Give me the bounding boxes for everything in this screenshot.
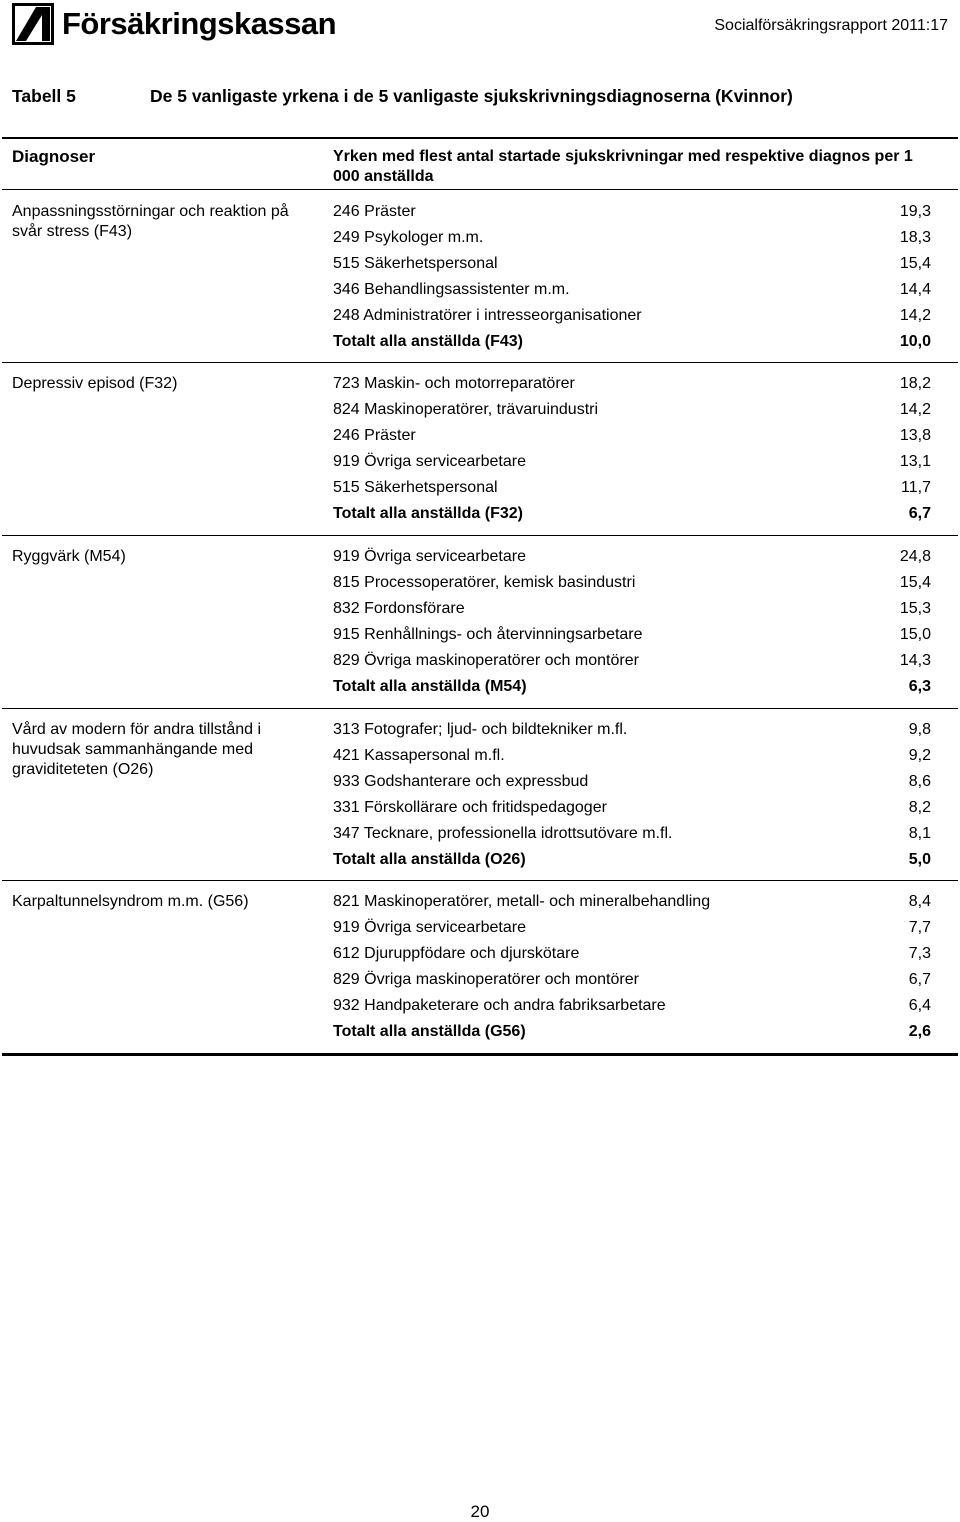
occupation-name: 248 Administratörer i intresseorganisationer — [333, 307, 642, 324]
page-number: 20 — [470, 1502, 490, 1521]
occupation-name: 933 Godshanterare och expressbud — [333, 773, 589, 790]
occupation-value: 7,3 — [908, 945, 931, 962]
occupation-value: 15,3 — [899, 600, 931, 617]
occupation-name: 246 Präster — [333, 203, 416, 220]
page-header — [0, 0, 960, 52]
occupation-name: 723 Maskin- och motorreparatörer — [333, 375, 575, 392]
diagnosis-label: Anpassningsstörningar och reaktion på svår stress (F43) — [12, 203, 289, 240]
occupation-value: 15,0 — [899, 626, 931, 643]
occupation-name: 421 Kassapersonal m.fl. — [333, 747, 505, 764]
table-row — [333, 720, 931, 746]
table-row — [333, 625, 931, 651]
diagnosis-label: Ryggvärk (M54) — [12, 548, 126, 565]
occupation-name: 246 Präster — [333, 427, 416, 444]
occupation-name: 612 Djuruppfödare och djurskötare — [333, 945, 580, 962]
column-header-yrken: Yrken med flest antal startade sjukskrivningar med respektive diagnos per 1 000 anställda — [333, 148, 913, 185]
total-label: Totalt alla anställda (G56) — [333, 1023, 526, 1040]
table-row — [333, 746, 931, 772]
occupation-name: 249 Psykologer m.m. — [333, 229, 484, 246]
occupation-value: 8,1 — [908, 825, 931, 842]
total-value: 6,3 — [908, 678, 931, 695]
table-row — [333, 280, 931, 306]
occupation-value: 18,3 — [899, 229, 931, 246]
table-row — [333, 824, 931, 850]
occupation-value: 14,4 — [899, 281, 931, 298]
total-row — [333, 1022, 931, 1048]
diagnosis-label: Vård av modern för andra tillstånd i huvudsak sammanhängande med graviditeteten (O26) — [12, 721, 262, 778]
logo-mark-icon — [12, 3, 54, 45]
occupation-name: 919 Övriga servicearbetare — [333, 919, 526, 936]
table-row — [333, 374, 931, 400]
occupation-list — [333, 547, 931, 703]
table-row — [333, 573, 931, 599]
header-rule — [2, 189, 958, 190]
table-row — [333, 970, 931, 996]
diagnosis-label: Depressiv episod (F32) — [12, 375, 178, 392]
total-row — [333, 677, 931, 703]
total-label: Totalt alla anställda (F43) — [333, 333, 523, 350]
occupation-name: 815 Processoperatörer, kemisk basindustri — [333, 574, 636, 591]
occupation-name: 829 Övriga maskinoperatörer och montörer — [333, 971, 639, 988]
total-row — [333, 504, 931, 530]
table-row — [333, 944, 931, 970]
table-row — [333, 547, 931, 573]
occupation-value: 7,7 — [908, 919, 931, 936]
occupation-value: 14,2 — [899, 307, 931, 324]
occupation-name: 824 Maskinoperatörer, trävaruindustri — [333, 401, 599, 418]
occupation-value: 11,7 — [901, 479, 931, 496]
occupation-value: 8,2 — [908, 799, 931, 816]
total-label: Totalt alla anställda (F32) — [333, 505, 523, 522]
total-label: Totalt alla anställda (O26) — [333, 851, 526, 868]
occupation-value: 15,4 — [899, 255, 931, 272]
bottom-rule — [2, 1053, 958, 1056]
column-header-diagnoser: Diagnoser — [12, 147, 96, 166]
occupation-value: 19,3 — [899, 203, 931, 220]
total-value: 5,0 — [908, 851, 931, 868]
table-label: Tabell 5 — [12, 86, 76, 106]
logo-text: Försäkringskassan — [62, 6, 337, 41]
table-row — [333, 798, 931, 824]
occupation-value: 24,8 — [899, 548, 931, 565]
group-separator — [2, 708, 958, 709]
group-separator — [2, 362, 958, 363]
occupation-value: 6,7 — [908, 971, 931, 988]
occupation-name: 832 Fordonsförare — [333, 600, 465, 617]
table-row — [333, 772, 931, 798]
occupation-value: 13,8 — [899, 427, 931, 444]
occupation-list — [333, 892, 931, 1048]
report-title: Socialförsäkringsrapport 2011:17 — [714, 17, 948, 34]
table-row — [333, 892, 931, 918]
occupation-name: 915 Renhållnings- och återvinningsarbetare — [333, 626, 643, 643]
table-row — [333, 478, 931, 504]
table-row — [333, 228, 931, 254]
occupation-value: 9,2 — [908, 747, 931, 764]
occupation-value: 14,2 — [899, 401, 931, 418]
total-row — [333, 850, 931, 876]
occupation-name: 821 Maskinoperatörer, metall- och mineralbehandling — [333, 893, 711, 910]
occupation-list — [333, 374, 931, 530]
table-row — [333, 306, 931, 332]
top-rule — [2, 137, 958, 139]
occupation-name: 932 Handpaketerare och andra fabriksarbetare — [333, 997, 666, 1014]
occupation-name: 346 Behandlingsassistenter m.m. — [333, 281, 570, 298]
table-row — [333, 202, 931, 228]
total-label: Totalt alla anställda (M54) — [333, 678, 527, 695]
occupation-value: 13,1 — [899, 453, 931, 470]
table-row — [333, 254, 931, 280]
table-title: De 5 vanligaste yrkena i de 5 vanligaste sjukskrivningsdiagnoserna (Kvinnor) — [150, 86, 793, 106]
table-row — [333, 426, 931, 452]
occupation-list — [333, 202, 931, 358]
occupation-name: 515 Säkerhetspersonal — [333, 479, 498, 496]
occupation-name: 313 Fotografer; ljud- och bildtekniker m.fl. — [333, 721, 628, 738]
occupation-name: 919 Övriga servicearbetare — [333, 453, 526, 470]
occupation-name: 919 Övriga servicearbetare — [333, 548, 526, 565]
occupation-value: 8,6 — [908, 773, 931, 790]
total-value: 10,0 — [899, 333, 931, 350]
total-value: 2,6 — [908, 1023, 931, 1040]
group-separator — [2, 880, 958, 881]
occupation-value: 18,2 — [899, 375, 931, 392]
occupation-value: 6,4 — [908, 997, 931, 1014]
table-row — [333, 651, 931, 677]
occupation-name: 347 Tecknare, professionella idrottsutövare m.fl. — [333, 825, 673, 842]
table-row — [333, 918, 931, 944]
occupation-list — [333, 720, 931, 876]
occupation-value: 15,4 — [899, 574, 931, 591]
occupation-value: 8,4 — [908, 893, 931, 910]
occupation-name: 515 Säkerhetspersonal — [333, 255, 498, 272]
occupation-value: 9,8 — [908, 721, 931, 738]
total-row — [333, 332, 931, 358]
table-row — [333, 599, 931, 625]
logo — [12, 3, 336, 45]
group-separator — [2, 535, 958, 536]
total-value: 6,7 — [908, 505, 931, 522]
diagnosis-label: Karpaltunnelsyndrom m.m. (G56) — [12, 893, 249, 910]
table-row — [333, 996, 931, 1022]
occupation-name: 331 Förskollärare och fritidspedagoger — [333, 799, 607, 816]
occupation-name: 829 Övriga maskinoperatörer och montörer — [333, 652, 639, 669]
table-row — [333, 452, 931, 478]
occupation-value: 14,3 — [899, 652, 931, 669]
table-row — [333, 400, 931, 426]
